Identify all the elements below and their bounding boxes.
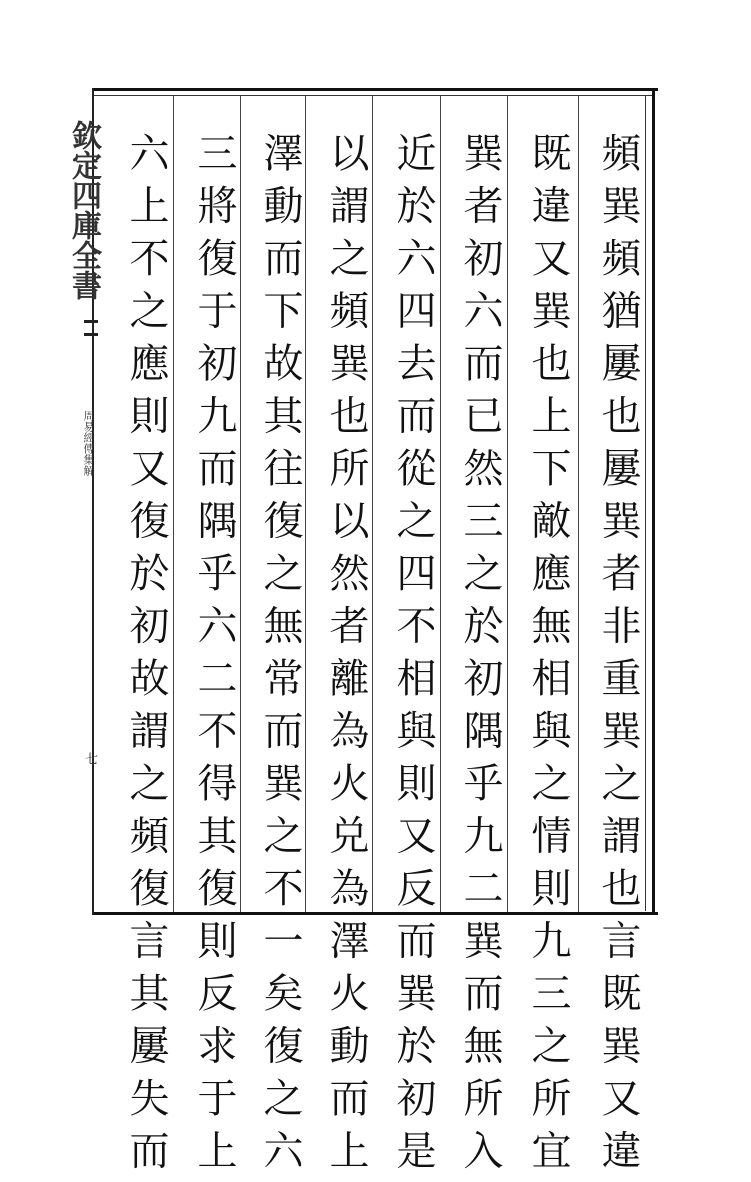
- text-column-7: 三將復于初九而隅乎六二不得其復則反求于上: [191, 132, 237, 1182]
- text-column-5: 以謂之頻巽也所以然者離為火兑為澤火動而上: [323, 132, 369, 1182]
- text-column-3: 巽者初六而已然三之於初隅乎九二巽而無所入: [457, 132, 503, 1182]
- text-column-2: 既違又巽也上下敵應無相與之情則九三之所宜: [525, 132, 571, 1182]
- spine-subtitle: 周易經傳集解: [82, 410, 95, 476]
- text-column-6: 澤動而下故其往復之無常而巽之不一矣復之六: [257, 132, 303, 1182]
- spine-page-number: 七: [82, 752, 97, 765]
- frame-top-border: [92, 88, 658, 91]
- text-column-1: 頻巽頻猶屢也屢巽者非重巽之謂也言既巽又違: [595, 132, 641, 1182]
- fishtail-mark: [84, 320, 98, 336]
- spine-title: 欽定四庫全書: [66, 120, 101, 300]
- column-divider: [578, 96, 579, 912]
- text-column-8: 六上不之應則又復於初故謂之頻復言其屢失而: [123, 132, 169, 1182]
- frame-right-border: [652, 88, 655, 915]
- text-column-4: 近於六四去而從之四不相與則又反而巽於初是: [390, 132, 436, 1182]
